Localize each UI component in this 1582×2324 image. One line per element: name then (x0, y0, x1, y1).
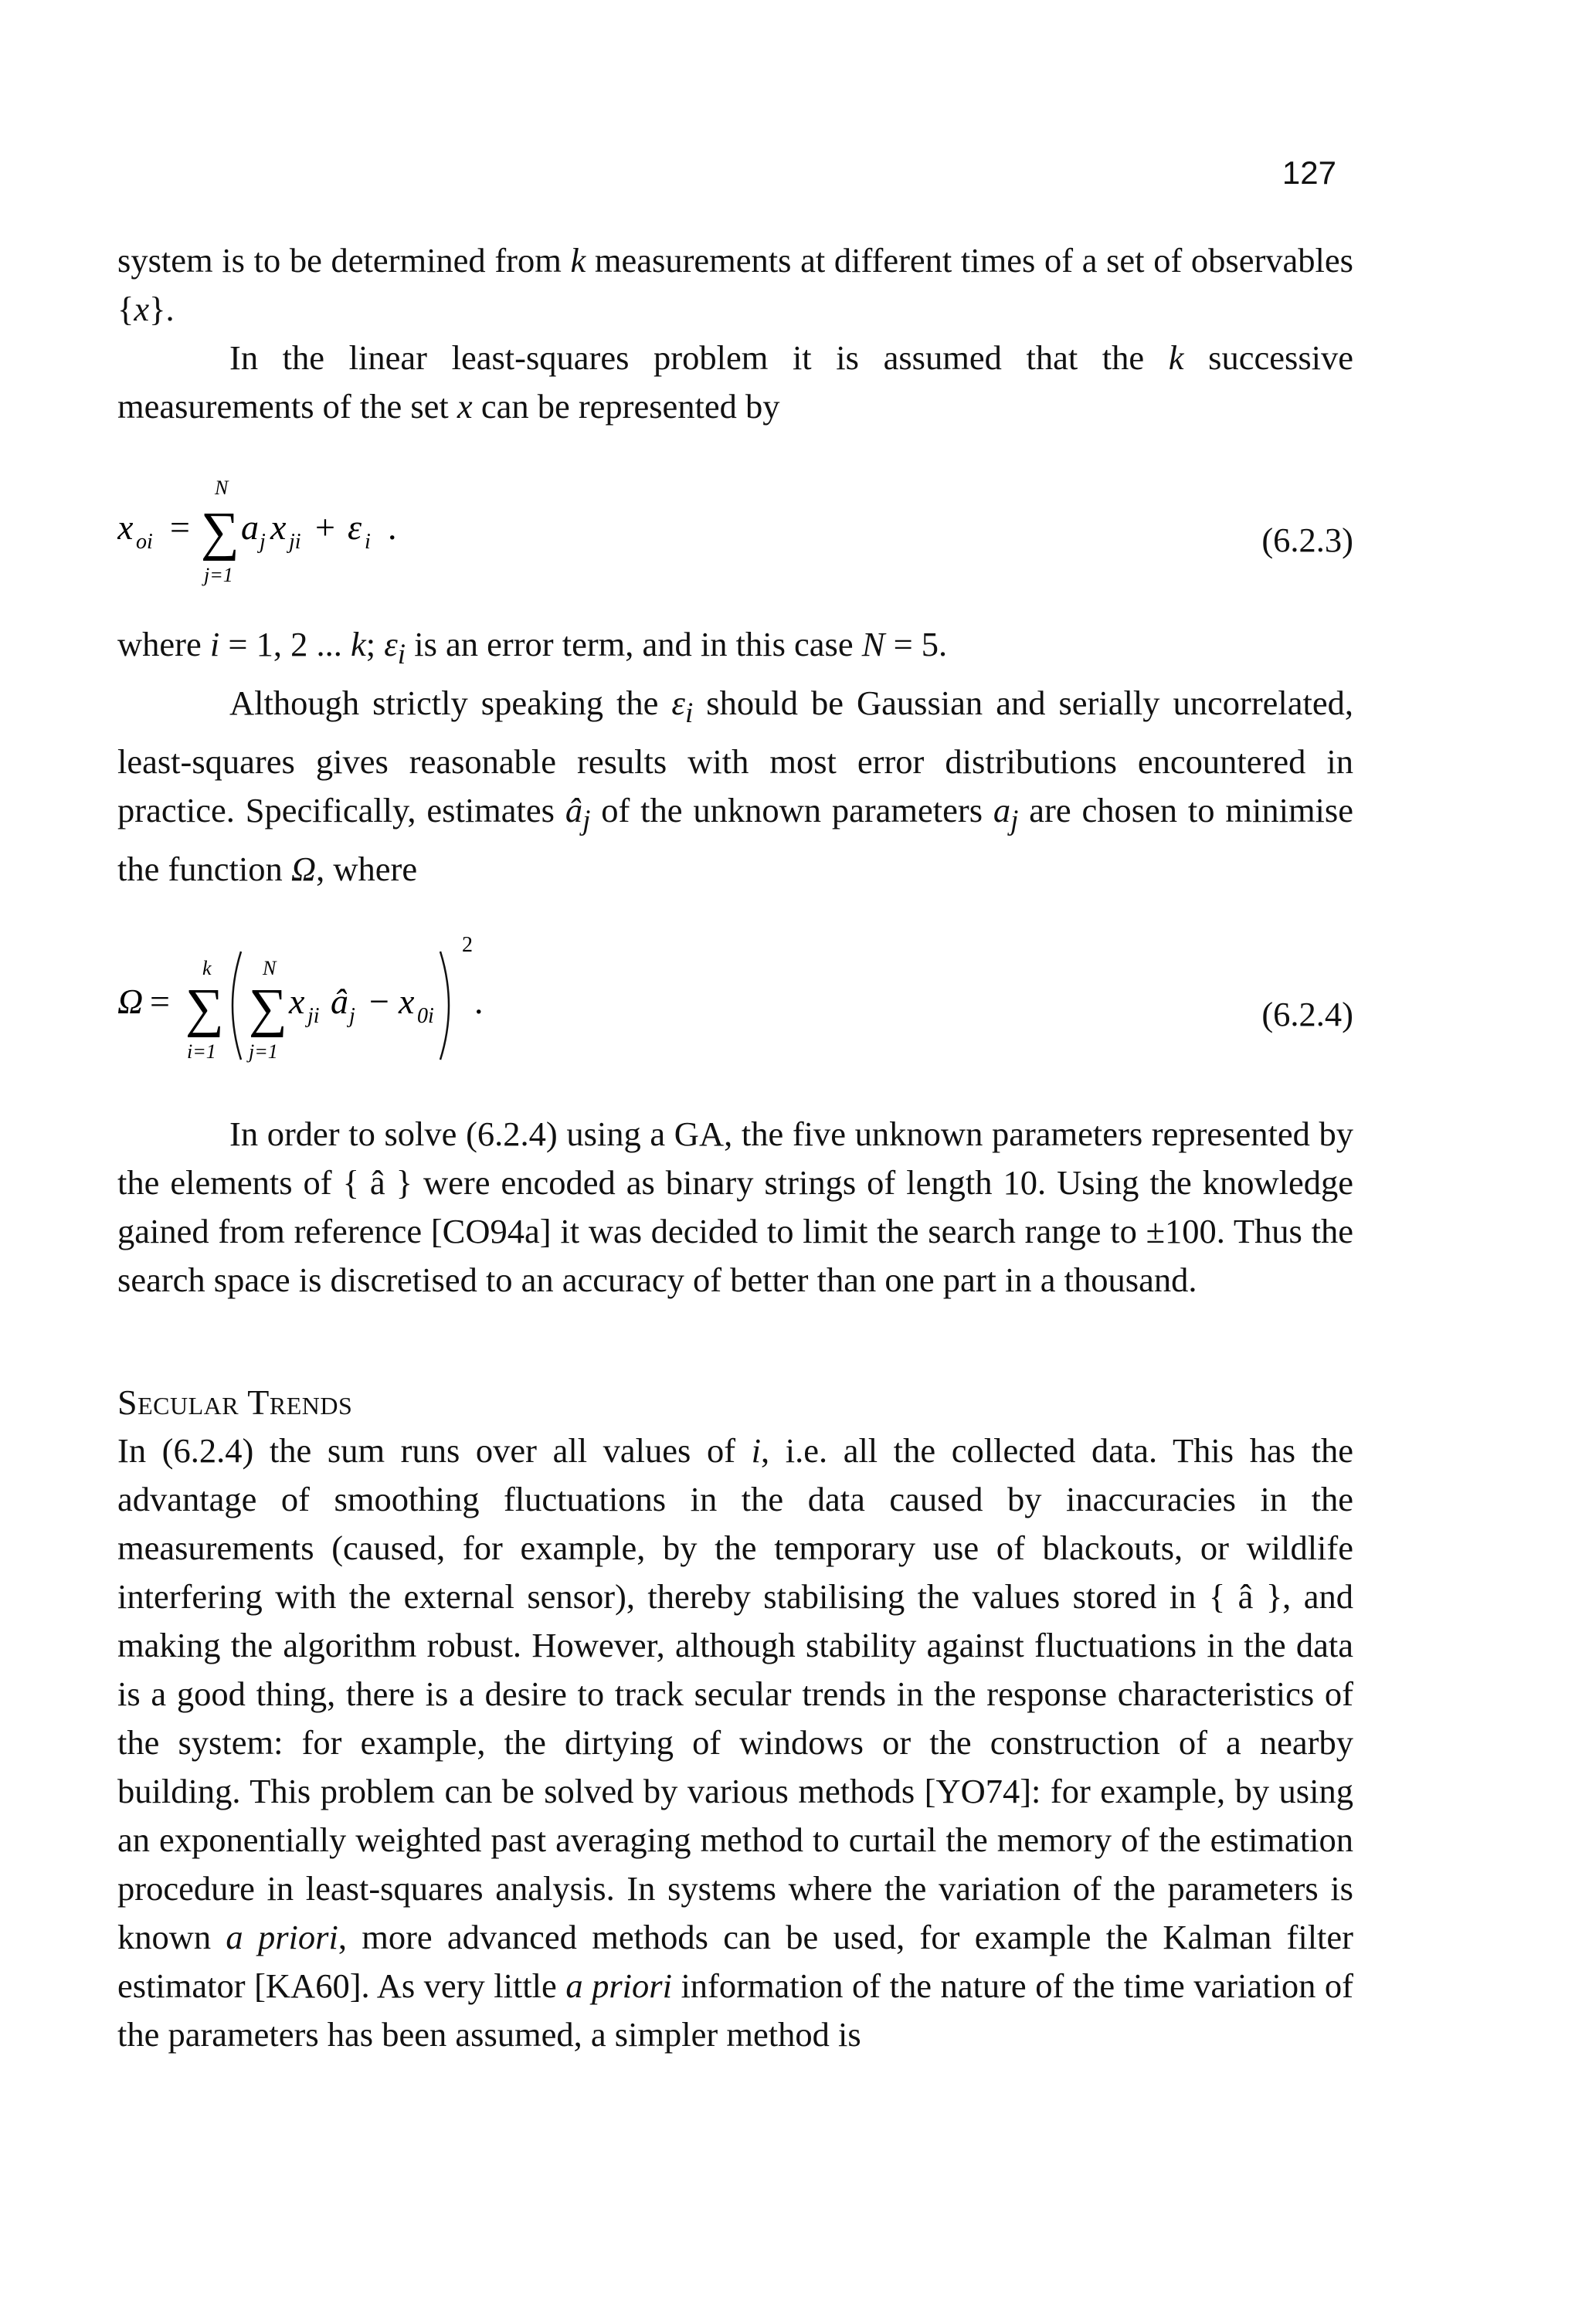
eq1-x: x (270, 507, 287, 547)
eq2-x0-sub: 0i (417, 1003, 434, 1028)
eq2-inner-upper: N (263, 956, 277, 979)
eq2-right-paren (440, 952, 449, 1060)
equation-6-2-3 (117, 439, 1353, 620)
eq1-sum-lower: j=1 (204, 564, 233, 586)
equation-number-6-2-4: (6.2.4) (1261, 994, 1353, 1033)
equation-6-2-3-formula (117, 439, 735, 609)
section-heading: Secular Trends (117, 1382, 353, 1422)
eq2-outer-sigma: ∑ (185, 978, 224, 1038)
eq2-left-paren (233, 952, 241, 1060)
eq2-lhs: Ω (117, 981, 144, 1021)
eq2-inner-sigma: ∑ (249, 978, 287, 1038)
paragraph-secular-trends: In (6.2.4) the sum runs over all values of i, i.e. all the collected data. This has the advantage of smoothing fluctuations in the data caused by inaccuracies in the measurements (caused, for example, by the temporary use of blackouts, or wildlife interfering with the external sensor), thereby stabilising the values stored in { â }, and making the algorithm robust. However, although stability against fluctuations in the data is a good thing, there is a desire to track secular trends in the response characteristics of the system: for example, the dirtying of windows or the construction of a nearby building. This problem can be solved by various methods [YO74]: for example, by using an exponentially weighted past averaging method to curtail the memory of the estimation procedure in least-squares analysis. In systems where the variation of the parameters is known a priori, more advanced methods can be used, for example the Kalman filter estimator [KA60]. As very little a priori information of the nature of the time variation of the parameters has been assumed, a simpler method is (117, 1430, 1353, 2054)
eq2-power: 2 (462, 932, 473, 957)
eq1-epsilon-sub: i (365, 530, 371, 554)
equation-6-2-4 (117, 905, 1353, 1098)
paragraph-gaussian: Although strictly speaking the $\varepsilon_i$ should be Gaussian and serially uncorrelated, least-squares gives reasonable results with most error distributions encountered in practice. Specifically, estimates $â_j$ of the unknown parameters $a_j$ are chosen to minimise the function Ω, where (117, 683, 1353, 888)
equation-6-2-4-formula (117, 905, 813, 1091)
page-number: 127 (1282, 154, 1336, 191)
paragraph-ga-encoding: In order to solve (6.2.4) using a GA, the five unknown parameters represented by the elements of { â } were encoded as binary strings of length 10. Using the knowledge gained from reference [CO94a] it was decided to limit the search range to ±100. Thus the search space is discretised to an accuracy of better than one part in a thousand. (117, 1114, 1353, 1299)
eq1-a-sub: j (260, 530, 266, 554)
eq1-equals: = (170, 507, 190, 547)
paragraph-intro: system is to be determined from k measurements at different times of a set of observables {x}. (117, 241, 1353, 328)
eq1-sigma: ∑ (201, 502, 239, 561)
eq1-x-sub: ji (289, 530, 301, 554)
eq2-ahat: â (331, 981, 348, 1021)
page-body (117, 236, 1353, 2059)
eq2-ahat-sub: j (349, 1003, 355, 1028)
eq2-x: x (289, 981, 305, 1021)
eq1-sum-upper: N (215, 477, 229, 499)
eq1-dot: . (388, 507, 397, 547)
eq2-outer-lower: i=1 (187, 1040, 216, 1063)
eq1-a: a (241, 507, 259, 547)
eq2-equals: = (150, 981, 170, 1021)
eq2-inner-lower: j=1 (249, 1040, 278, 1063)
eq2-x-sub: ji (307, 1003, 320, 1028)
eq1-epsilon: ε (348, 507, 362, 547)
eq2-minus: − (369, 981, 389, 1021)
paragraph-where: where i = 1, 2 ... k; $\varepsilon_i$ is an error term, and in this case N = 5. (117, 625, 948, 670)
eq2-outer-upper: k (202, 956, 212, 979)
equation-number-6-2-3: (6.2.3) (1261, 521, 1353, 559)
eq1-lhs: x (117, 507, 134, 547)
eq1-plus: + (315, 507, 335, 547)
eq2-x0: x (399, 981, 415, 1021)
eq2-dot: . (474, 981, 484, 1021)
paragraph-linear-least-squares: In the linear least-squares problem it is assumed that the k successive measurements of the set x can be represented by (117, 338, 1354, 426)
eq1-lhs-sub: oi (136, 530, 153, 554)
